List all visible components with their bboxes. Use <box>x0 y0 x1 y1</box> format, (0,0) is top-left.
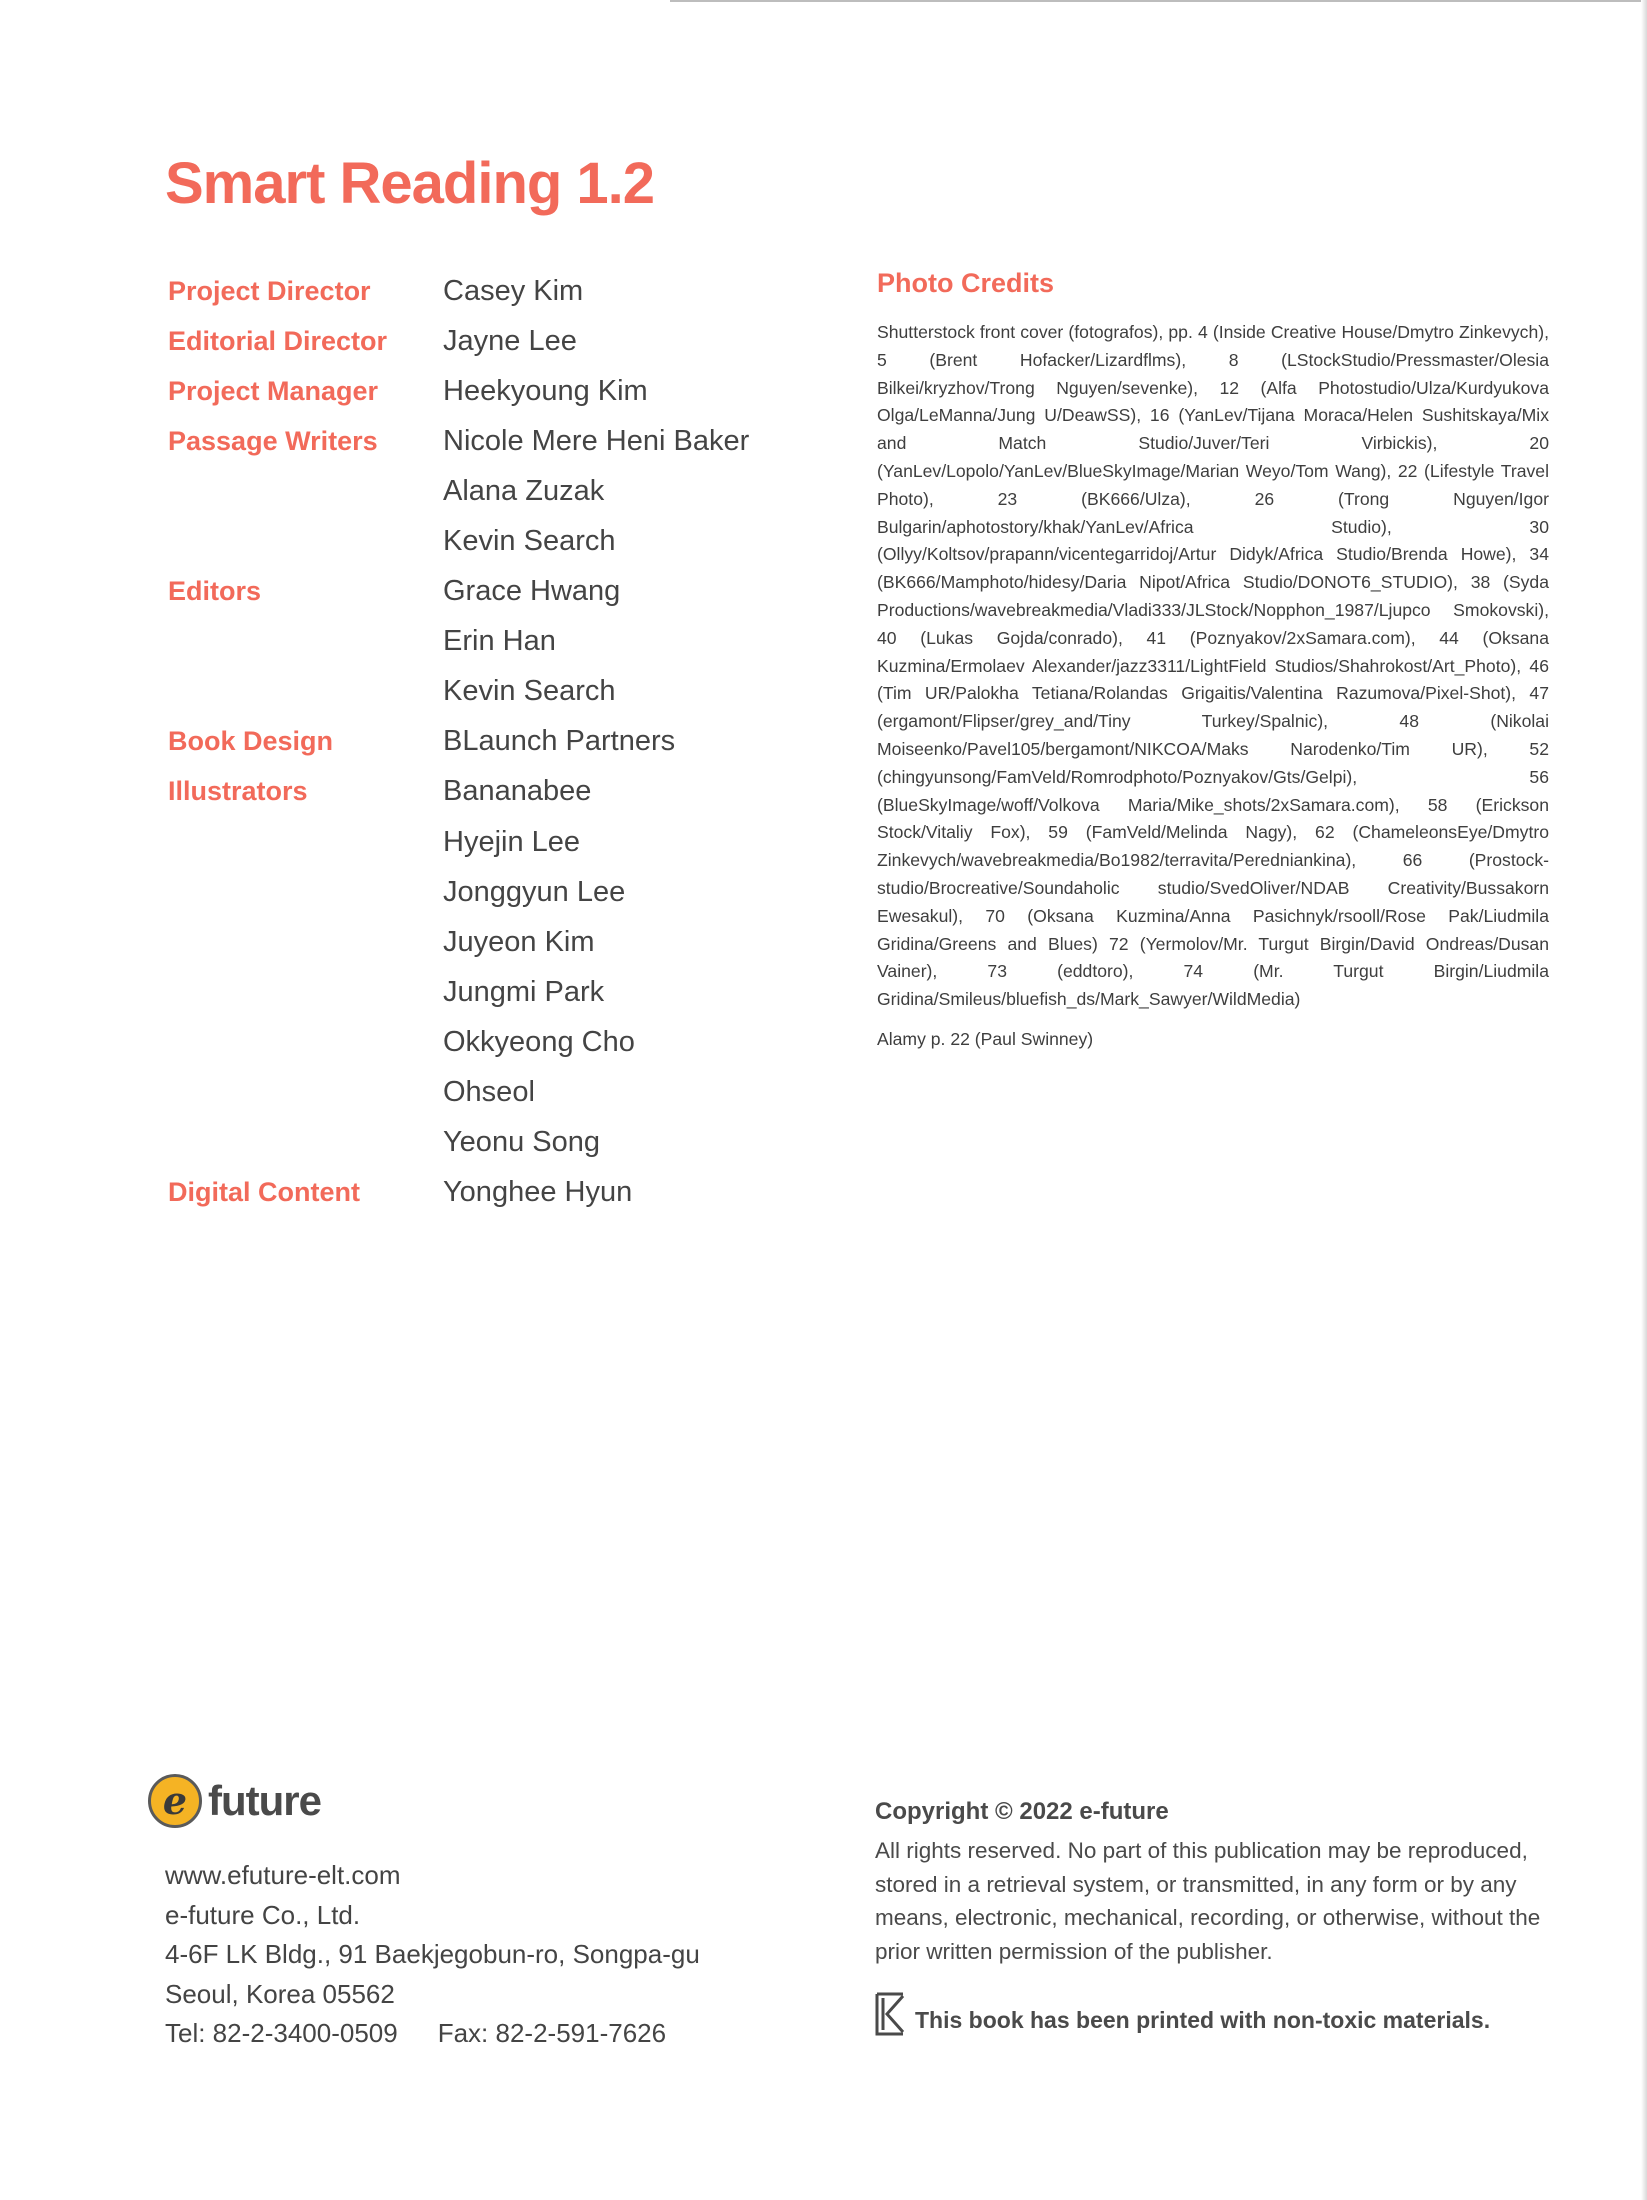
staff-row <box>168 767 808 817</box>
staff-name: Jungmi Park <box>443 975 605 1008</box>
staff-row <box>168 266 808 316</box>
staff-role: Editors <box>168 576 262 607</box>
staff-row <box>168 1068 808 1118</box>
page-edge-top <box>670 0 1647 2</box>
staff-name: Yeonu Song <box>443 1126 600 1159</box>
staff-row <box>168 466 808 516</box>
photo-credits <box>877 268 1549 1054</box>
photo-credits-heading: Photo Credits <box>877 268 1055 298</box>
staff-name: Juyeon Kim <box>443 925 595 958</box>
address-line-2: Seoul, Korea 05562 <box>165 1978 395 2009</box>
staff-role: Project Director <box>168 275 371 306</box>
staff-name: Kevin Search <box>443 525 616 558</box>
staff-row <box>168 917 808 967</box>
publisher-address <box>165 1856 700 2054</box>
staff-row <box>168 717 808 767</box>
address-line-1: 4-6F LK Bldg., 91 Baekjegobun-ro, Songpa-gu <box>165 1939 700 1969</box>
staff-name: Nicole Mere Heni Baker <box>443 424 750 457</box>
staff-name: Bananabee <box>443 775 592 808</box>
fax: Fax: 82-2-591-7626 <box>437 2018 667 2048</box>
staff-name: Heekyoung Kim <box>443 374 648 407</box>
logo-text: future <box>208 1777 321 1824</box>
staff-role: Project Manager <box>168 375 379 406</box>
staff-row <box>168 1118 808 1168</box>
staff-row <box>168 316 808 366</box>
staff-name: Hyejin Lee <box>443 825 581 858</box>
staff-list <box>168 266 808 1218</box>
tel: Tel: 82-2-3400-0509 <box>165 2018 398 2048</box>
book-title: Smart Reading 1.2 <box>165 151 655 216</box>
staff-row <box>168 867 808 917</box>
staff-row <box>168 416 808 466</box>
staff-role: Illustrators <box>168 776 308 807</box>
staff-name: Ohseol <box>443 1076 535 1109</box>
staff-name: Casey Kim <box>443 274 584 307</box>
copyright-heading: Copyright © 2022 e-future <box>875 1798 1169 1825</box>
staff-row <box>168 1168 808 1218</box>
staff-role: Digital Content <box>168 1177 360 1208</box>
contact-line <box>165 2014 700 2054</box>
staff-row <box>168 817 808 867</box>
staff-name: BLaunch Partners <box>443 725 676 758</box>
staff-name: Jayne Lee <box>443 324 577 357</box>
shutterstock-credits: Shutterstock front cover (fotografos), pp. 4 (Inside Creative House/Dmytro Zinkevych), 5 (Brent Hofacker/Lizardflms), 8 (LStockStudio/Pressmaster/Olesia Bilkei/kryzhov/Trong Nguyen/sevenke), 12 (Alfa Photostudio/Ulza/Kurdyukova Olga/LeManna/Jung U/DeawSS), 16 (YanLev/Tijana Moraca/Helen Sushitskaya/Mix and Match Studio/Juver/Teri Virbickis), 20 (YanLev/Lopolo/YanLev/BlueSkyImage/Marian Weyo/Tom Wang), 22 (Lifestyle Travel Photo), 23 (BK666/Ulza), 26 (Trong Nguyen/Igor Bulgarin/aphotostory/khak/YanLev/Africa Studio), 30 (Ollyy/Koltsov/prapann/vicentegarridoj/Artur Didyk/Africa Studio/Brenda Howe), 34 (BK666/Mamphoto/hidesy/Daria Nipot/Africa Studio/DONOT6_STUDIO), 38 (Syda Productions/wavebreakmedia/Vladi333/JLStock/Nopphon_1987/Ljupco Smokovski), 40 (Lukas Gojda/conrado), 41 (Poznyakov/2xSamara.com), 44 (Oksana Kuzmina/Ermolaev Alexander/jazz3311/LightField Studios/Shahrokost/Art_Photo), 46 (Tim UR/Palokha Tetiana/Rolandas Grigaitis/Valentina Razumova/Pixel-Shot), 47 (ergamont/Flipser/grey_and/Tiny Turkey/Spalnic), 48 (Nikolai Moiseenko/Pavel105/bergamont/NIKCOA/Maks Narodenko/Tim UR), 52 (chingyunsong/FamVeld/Romrodphoto/Poznyakov/Gts/Gelpi), 56 (BlueSkyImage/woff/Volkova Maria/Mike_shots/2xSamara.com), 58 (Erickson Stock/Vitaliy Fox), 59 (FamVeld/Melinda Nagy), 62 (ChameleonsEye/Dmytro Zinkevych/wavebreakmedia/Bo1982/terravita/Peredniankina), 66 (Prostock-studio/Brocreative/Soundaholic studio/SvedOliver/NDAB Creativity/Bussakorn Ewesakul), 70 (Oksana Kuzmina/Anna Pasichnyk/rsooll/Rose Pak/Liudmila Gridina/Greens and Blues) 72 (Yermolov/Mr. Turgut Birgin/David Ondreas/Dusan Vainer), 73 (eddtoro), 74 (Mr. Turgut Birgin/Liudmila Gridina/Smileus/bluefish_ds/Mark_Sawyer/WildMedia) <box>877 322 1549 1010</box>
staff-name: Jonggyun Lee <box>443 875 626 908</box>
e-future-logo-icon: e <box>148 1774 202 1828</box>
company-name: e-future Co., Ltd. <box>165 1899 361 1930</box>
staff-name: Okkyeong Cho <box>443 1025 635 1058</box>
staff-row <box>168 1017 808 1067</box>
staff-role: Passage Writers <box>168 425 378 456</box>
staff-name: Erin Han <box>443 625 556 658</box>
staff-row <box>168 516 808 566</box>
e-future-logo <box>148 1774 321 1828</box>
staff-role: Editorial Director <box>168 325 388 356</box>
alamy-credits: Alamy p. 22 (Paul Swinney) <box>877 1028 1094 1049</box>
nontoxic-text: This book has been printed with non-toxic materials. <box>915 2006 1491 2033</box>
staff-row <box>168 967 808 1017</box>
page-edge-right <box>1641 0 1647 2200</box>
staff-name: Yonghee Hyun <box>443 1176 633 1209</box>
website: www.efuture-elt.com <box>165 1860 401 1890</box>
copyright-block <box>875 1798 1555 1968</box>
staff-name: Grace Hwang <box>443 575 621 608</box>
staff-row <box>168 366 808 416</box>
staff-row <box>168 617 808 667</box>
staff-row <box>168 567 808 617</box>
kc-mark-icon <box>873 1990 907 2038</box>
copyright-text: All rights reserved. No part of this publication may be reproduced, stored in a retrieval system, or transmitted, in any form or by any means, electronic, mechanical, recording, or otherwise, without the prior written permission of the publisher. <box>875 1838 1541 1964</box>
staff-role: Book Design <box>168 726 334 757</box>
staff-row <box>168 667 808 717</box>
staff-name: Alana Zuzak <box>443 474 605 507</box>
nontoxic-notice <box>873 1990 1490 2038</box>
staff-name: Kevin Search <box>443 675 616 708</box>
